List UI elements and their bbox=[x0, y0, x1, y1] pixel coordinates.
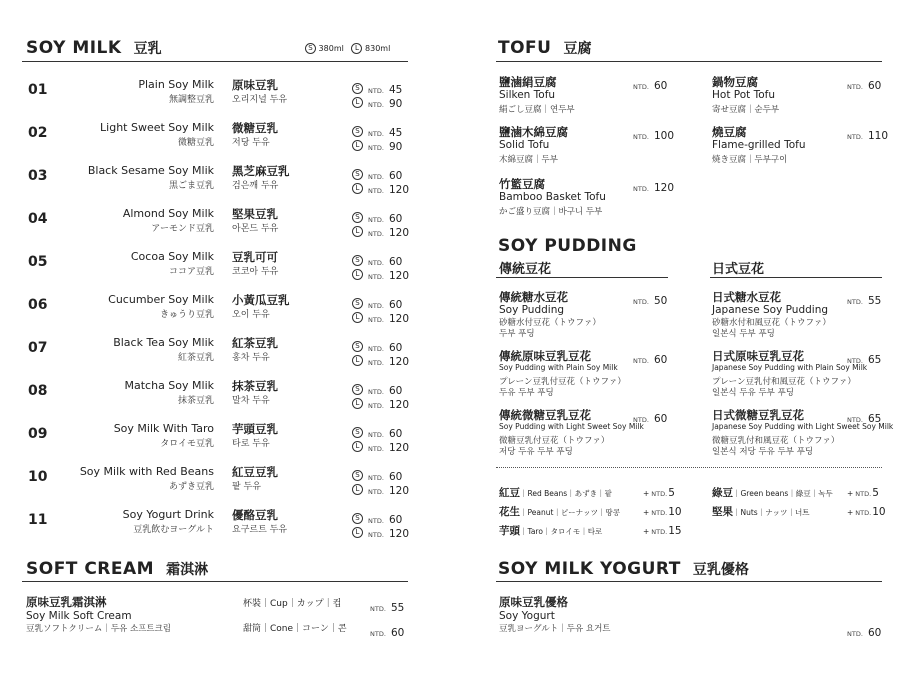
soy-milk-name-ko: 요구르트 두유 bbox=[232, 525, 288, 535]
pudding-name-en: Japanese Soy Pudding with Plain Soy Milk bbox=[712, 363, 868, 372]
pudding-price: NTD. 65 bbox=[847, 354, 882, 366]
pudding-name-ko: 일본식 저당 두유 두부 푸딩 bbox=[712, 447, 814, 457]
soy-milk-number: 06 bbox=[28, 297, 48, 313]
tofu-name-sub: 木綿豆腐｜두부 bbox=[499, 155, 558, 165]
soy-milk-name-en: Almond Soy Milk bbox=[122, 207, 214, 220]
soy-milk-name-ko: 홍차 두유 bbox=[232, 353, 270, 363]
soy-milk-number: 04 bbox=[28, 211, 48, 227]
soy-milk-name-ko: 오리지널 두유 bbox=[232, 95, 288, 105]
soy-milk-name-jp: タロイモ豆乳 bbox=[160, 439, 214, 449]
topping-item bbox=[499, 500, 620, 519]
size-legend bbox=[305, 43, 390, 54]
topping-item bbox=[499, 519, 602, 538]
tofu-name-en: Bamboo Basket Tofu bbox=[499, 191, 606, 203]
soy-milk-price-l: L NTD. 120 bbox=[352, 178, 409, 197]
size-s-icon: S bbox=[352, 470, 363, 481]
soy-milk-divider bbox=[22, 61, 408, 62]
soy-milk-name-ko: 오이 두유 bbox=[232, 310, 270, 320]
pudding-section-title: SOY PUDDING bbox=[498, 236, 637, 256]
soy-milk-name-zh: 紅茶豆乳 bbox=[232, 336, 278, 350]
soft-cream-title-zh: 霜淇淋 bbox=[166, 562, 209, 578]
tofu-name-zh: 鹽滷絹豆腐 bbox=[499, 75, 557, 89]
soy-milk-name-en: Cocoa Soy Milk bbox=[130, 250, 214, 263]
yogurt-title-zh: 豆乳優格 bbox=[692, 562, 749, 578]
pudding-name-jp: 砂糖水付豆花（トウファ） bbox=[499, 318, 601, 328]
tofu-title-zh: 豆腐 bbox=[563, 41, 592, 57]
size-l-icon: L bbox=[352, 484, 363, 495]
soy-milk-price-s: S NTD. 60 bbox=[352, 336, 402, 355]
size-l-icon: L bbox=[352, 226, 363, 237]
soy-milk-name-jp: 黒ごま豆乳 bbox=[168, 181, 214, 191]
soy-milk-name-en: Plain Soy Milk bbox=[138, 78, 214, 91]
tofu-name-sub: 焼き豆腐｜두부구이 bbox=[712, 155, 788, 165]
tofu-price: NTD. 120 bbox=[633, 182, 675, 194]
pudding-name-en: Japanese Soy Pudding with Light Sweet Soy Milk bbox=[712, 422, 894, 431]
soy-milk-price-s: S NTD. 60 bbox=[352, 164, 402, 183]
pudding-col2-divider bbox=[710, 277, 882, 278]
soy-milk-price-s: S NTD. 60 bbox=[352, 422, 402, 441]
topping-item bbox=[712, 481, 833, 500]
yogurt-name-sub: 豆乳ヨーグルト｜두유 요거트 bbox=[499, 624, 611, 634]
soft-cream-cup: 杯裝｜Cup｜カップ｜컵 bbox=[243, 599, 342, 609]
soy-milk-name-jp: 微糖豆乳 bbox=[177, 138, 214, 148]
soy-milk-price-s: S NTD. 60 bbox=[352, 379, 402, 398]
topping-price: + NTD.5 bbox=[643, 487, 675, 499]
soy-milk-name-jp: アーモンド豆乳 bbox=[151, 224, 214, 234]
soy-milk-name-en: Black Tea Soy Mlik bbox=[113, 336, 214, 349]
soy-milk-number: 11 bbox=[28, 512, 48, 528]
size-s-icon: S bbox=[352, 384, 363, 395]
soft-cream-title-en: SOFT CREAM bbox=[26, 559, 155, 579]
pudding-name-jp: 砂糖水付和風豆花（トウファ） bbox=[712, 318, 831, 328]
soy-milk-price-s: S NTD. 60 bbox=[352, 465, 402, 484]
topping-name-rest: ｜Red Beans｜あずき｜팥 bbox=[520, 489, 612, 498]
soy-milk-name-zh: 芋頭豆乳 bbox=[232, 422, 278, 436]
tofu-price: NTD. 60 bbox=[633, 80, 668, 92]
soy-milk-price-l: L NTD. 120 bbox=[352, 307, 409, 326]
topping-name-zh: 綠豆 bbox=[712, 487, 733, 499]
yogurt-item bbox=[499, 594, 611, 634]
size-s-icon: S bbox=[352, 427, 363, 438]
soy-milk-name-ko: 코코아 두유 bbox=[232, 267, 279, 277]
size-l-icon: L bbox=[352, 269, 363, 280]
soy-milk-name-jp: きゅうり豆乳 bbox=[159, 310, 214, 320]
soy-milk-price-s: S NTD. 45 bbox=[352, 78, 402, 97]
tofu-section-title bbox=[498, 38, 591, 58]
soy-milk-number: 08 bbox=[28, 383, 48, 399]
soy-milk-price-l: L NTD. 120 bbox=[352, 436, 409, 455]
tofu-name-en: Solid Tofu bbox=[499, 139, 550, 151]
tofu-name-zh: 竹籃豆腐 bbox=[499, 177, 545, 191]
soft-cream-section-title bbox=[26, 559, 208, 579]
tofu-divider bbox=[496, 61, 882, 62]
soy-milk-price-l: L NTD. 120 bbox=[352, 522, 409, 541]
size-s-icon: S bbox=[352, 83, 363, 94]
pudding-price: NTD. 60 bbox=[633, 413, 668, 425]
tofu-name-en: Hot Pot Tofu bbox=[712, 89, 776, 101]
soy-milk-price-l: L NTD. 120 bbox=[352, 479, 409, 498]
soy-milk-price-l: L NTD. 120 bbox=[352, 221, 409, 240]
size-l-icon: L bbox=[352, 527, 363, 538]
soft-cream-name-sub: 豆乳ソフトクリーム｜두유 소프트크림 bbox=[26, 624, 172, 634]
soft-cream-cone: 甜筒｜Cone｜コーン｜콘 bbox=[243, 624, 347, 634]
soy-milk-name-zh: 堅果豆乳 bbox=[232, 207, 278, 221]
yogurt-name-zh: 原味豆乳優格 bbox=[499, 595, 568, 609]
soy-milk-name-ko: 말차 두유 bbox=[232, 396, 270, 406]
yogurt-name-en: Soy Yogurt bbox=[499, 610, 555, 622]
soft-cream-name-en: Soy Milk Soft Cream bbox=[26, 610, 132, 622]
topping-name-rest: ｜Nuts｜ナッツ｜너트 bbox=[733, 508, 810, 517]
soy-milk-name-en: Soy Yogurt Drink bbox=[122, 508, 214, 521]
pudding-name-jp: 微糖豆乳付豆花（トウファ） bbox=[499, 436, 610, 446]
tofu-price: NTD. 60 bbox=[847, 80, 882, 92]
soy-milk-number: 09 bbox=[28, 426, 48, 442]
topping-price: + NTD.5 bbox=[847, 487, 879, 499]
size-s-icon: S bbox=[352, 126, 363, 137]
topping-name-rest: ｜Green beans｜綠豆｜녹두 bbox=[733, 489, 833, 498]
soy-milk-price-l: L NTD. 120 bbox=[352, 350, 409, 369]
soy-milk-number: 07 bbox=[28, 340, 48, 356]
topping-item bbox=[499, 481, 612, 500]
soy-milk-number: 02 bbox=[28, 125, 48, 141]
pudding-name-ko: 두부 푸딩 bbox=[499, 329, 535, 339]
tofu-name-zh: 燒豆腐 bbox=[712, 125, 747, 139]
size-l-volume: 830ml bbox=[365, 44, 391, 53]
soft-cream-divider bbox=[22, 581, 408, 582]
pudding-name-ko: 일본식 두유 두부 푸딩 bbox=[712, 388, 795, 398]
size-s-icon: S bbox=[352, 169, 363, 180]
soy-milk-name-jp: 抹茶豆乳 bbox=[177, 396, 214, 406]
soy-milk-name-ko: 저당 두유 bbox=[232, 138, 270, 148]
pudding-price: NTD. 65 bbox=[847, 413, 882, 425]
soy-milk-name-zh: 抹茶豆乳 bbox=[232, 379, 278, 393]
yogurt-price: NTD. 60 bbox=[847, 627, 882, 639]
topping-name-zh: 花生 bbox=[499, 506, 520, 518]
topping-price: + NTD.10 bbox=[643, 506, 682, 518]
pudding-name-ko: 일본식 두부 푸딩 bbox=[712, 329, 775, 339]
tofu-name-sub: 寄せ豆腐｜순두부 bbox=[712, 105, 780, 115]
soy-milk-name-en: Soy Milk With Taro bbox=[113, 422, 214, 435]
soy-milk-name-ko: 팥 두유 bbox=[232, 482, 261, 492]
soy-milk-name-zh: 黑芝麻豆乳 bbox=[232, 164, 290, 178]
tofu-name-en: Silken Tofu bbox=[499, 89, 556, 101]
pudding-name-zh: 日式微糖豆乳豆花 bbox=[712, 408, 804, 422]
pudding-price: NTD. 50 bbox=[633, 295, 668, 307]
soy-milk-name-jp: あずき豆乳 bbox=[168, 482, 214, 492]
soy-milk-number: 01 bbox=[28, 82, 48, 98]
soy-milk-price-s: S NTD. 60 bbox=[352, 293, 402, 312]
pudding-name-zh: 傳統微糖豆乳豆花 bbox=[499, 408, 591, 422]
yogurt-divider bbox=[496, 581, 882, 582]
size-l-icon: L bbox=[352, 97, 363, 108]
size-l-icon: L bbox=[352, 183, 363, 194]
pudding-col2-title: 日式豆花 bbox=[712, 262, 765, 277]
topping-name-zh: 紅豆 bbox=[499, 487, 520, 499]
soy-milk-price-l: L NTD. 120 bbox=[352, 264, 409, 283]
pudding-name-zh: 傳統原味豆乳豆花 bbox=[499, 349, 591, 363]
soy-milk-price-l: L NTD. 90 bbox=[352, 135, 402, 154]
pudding-name-zh: 日式糖水豆花 bbox=[712, 290, 781, 304]
pudding-price: NTD. 55 bbox=[847, 295, 882, 307]
pudding-name-zh: 傳統糖水豆花 bbox=[499, 290, 568, 304]
soy-milk-name-zh: 豆乳可可 bbox=[232, 250, 278, 264]
pudding-name-en: Soy Pudding with Plain Soy Milk bbox=[499, 363, 618, 372]
size-l-icon: L bbox=[351, 43, 362, 54]
size-s-icon: S bbox=[352, 341, 363, 352]
topping-price: + NTD.10 bbox=[847, 506, 886, 518]
tofu-name-sub: 絹ごし豆腐｜연두부 bbox=[499, 105, 575, 115]
soy-milk-name-ko: 검은깨 두유 bbox=[232, 181, 279, 191]
size-s-icon: S bbox=[352, 298, 363, 309]
pudding-name-en: Soy Pudding bbox=[499, 304, 565, 316]
pudding-name-en: Soy Pudding with Light Sweet Soy Milk bbox=[499, 422, 644, 431]
size-l-icon: L bbox=[352, 398, 363, 409]
pudding-name-zh: 日式原味豆乳豆花 bbox=[712, 349, 804, 363]
pudding-name-jp: プレーン豆乳付和風豆花（トウファ） bbox=[712, 377, 856, 387]
soy-milk-name-ko: 아몬드 두유 bbox=[232, 224, 279, 234]
tofu-title-en: TOFU bbox=[498, 38, 552, 58]
pudding-price: NTD. 60 bbox=[633, 354, 668, 366]
soy-milk-title-en: SOY MILK bbox=[26, 38, 122, 58]
pudding-name-jp: プレーン豆乳付豆花（トウファ） bbox=[499, 377, 626, 387]
soy-milk-price-s: S NTD. 60 bbox=[352, 508, 402, 527]
topping-name-rest: ｜Peanut｜ピーナッツ｜땅콩 bbox=[520, 508, 620, 517]
soy-milk-number: 10 bbox=[28, 469, 48, 485]
size-s-icon: S bbox=[352, 212, 363, 223]
soy-milk-name-en: Soy Milk with Red Beans bbox=[79, 465, 214, 478]
soy-milk-name-jp: ココア豆乳 bbox=[168, 267, 214, 277]
pudding-name-ko: 저당 두유 두부 푸딩 bbox=[499, 447, 573, 457]
soy-milk-name-jp: 豆乳飲むヨーグルト bbox=[133, 525, 214, 535]
soy-milk-price-l: L NTD. 90 bbox=[352, 92, 402, 111]
tofu-name-zh: 鹽滷木綿豆腐 bbox=[499, 125, 568, 139]
soy-milk-name-jp: 紅茶豆乳 bbox=[177, 353, 214, 363]
tofu-name-en: Flame-grilled Tofu bbox=[712, 139, 806, 151]
soft-cream-item bbox=[26, 594, 171, 634]
soy-milk-name-en: Cucumber Soy Milk bbox=[108, 293, 214, 306]
tofu-price: NTD. 110 bbox=[847, 130, 889, 142]
pudding-col1-divider bbox=[496, 277, 668, 278]
tofu-name-sub: かご盛り豆腐｜바구니 두부 bbox=[499, 207, 603, 217]
soy-milk-name-en: Matcha Soy Mlik bbox=[124, 379, 214, 392]
soy-milk-name-zh: 優酪豆乳 bbox=[232, 508, 278, 522]
pudding-name-jp: 微糖豆乳付和風豆花（トウファ） bbox=[712, 436, 840, 446]
topping-name-zh: 堅果 bbox=[712, 506, 733, 518]
soy-milk-name-en: Light Sweet Soy Milk bbox=[100, 121, 214, 134]
size-l-icon: L bbox=[352, 312, 363, 323]
size-s-icon: S bbox=[352, 513, 363, 524]
soy-milk-name-zh: 紅豆豆乳 bbox=[232, 465, 278, 479]
soy-milk-section-title bbox=[26, 38, 162, 58]
soft-cream-name-zh: 原味豆乳霜淇淋 bbox=[26, 595, 107, 609]
topping-name-rest: ｜Taro｜タロイモ｜타로 bbox=[520, 527, 603, 536]
soy-milk-name-zh: 微糖豆乳 bbox=[232, 121, 278, 135]
pudding-col1-title: 傳統豆花 bbox=[499, 262, 552, 277]
size-s-icon: S bbox=[305, 43, 316, 54]
soy-milk-number: 03 bbox=[28, 168, 48, 184]
toppings-divider bbox=[496, 467, 882, 468]
soy-milk-name-zh: 原味豆乳 bbox=[232, 78, 278, 92]
soy-milk-name-zh: 小黃瓜豆乳 bbox=[232, 293, 290, 307]
pudding-name-ko: 두유 두부 푸딩 bbox=[499, 388, 554, 398]
soft-cream-cup-price: NTD. 55 bbox=[370, 602, 405, 614]
tofu-price: NTD. 100 bbox=[633, 130, 675, 142]
topping-item bbox=[712, 500, 810, 519]
soy-milk-title-zh: 豆乳 bbox=[133, 41, 162, 57]
soy-milk-number: 05 bbox=[28, 254, 48, 270]
pudding-name-en: Japanese Soy Pudding bbox=[712, 304, 829, 316]
soy-milk-price-s: S NTD. 60 bbox=[352, 207, 402, 226]
soy-milk-price-l: L NTD. 120 bbox=[352, 393, 409, 412]
soy-milk-name-ko: 타로 두유 bbox=[232, 439, 270, 449]
size-s-volume: 380ml bbox=[318, 44, 344, 53]
soy-milk-price-s: S NTD. 60 bbox=[352, 250, 402, 269]
yogurt-title-en: SOY MILK YOGURT bbox=[498, 559, 681, 579]
soy-milk-name-en: Black Sesame Soy Mlik bbox=[87, 164, 214, 177]
soy-milk-price-s: S NTD. 45 bbox=[352, 121, 402, 140]
size-l-icon: L bbox=[352, 441, 363, 452]
size-s-icon: S bbox=[352, 255, 363, 266]
tofu-name-zh: 鍋物豆腐 bbox=[712, 75, 758, 89]
topping-price: + NTD.15 bbox=[643, 525, 682, 537]
yogurt-section-title bbox=[498, 559, 749, 579]
size-l-icon: L bbox=[352, 355, 363, 366]
soy-milk-name-jp: 無調整豆乳 bbox=[168, 95, 214, 105]
size-l-icon: L bbox=[352, 140, 363, 151]
soft-cream-cone-price: NTD. 60 bbox=[370, 627, 405, 639]
topping-name-zh: 芋頭 bbox=[499, 525, 520, 537]
